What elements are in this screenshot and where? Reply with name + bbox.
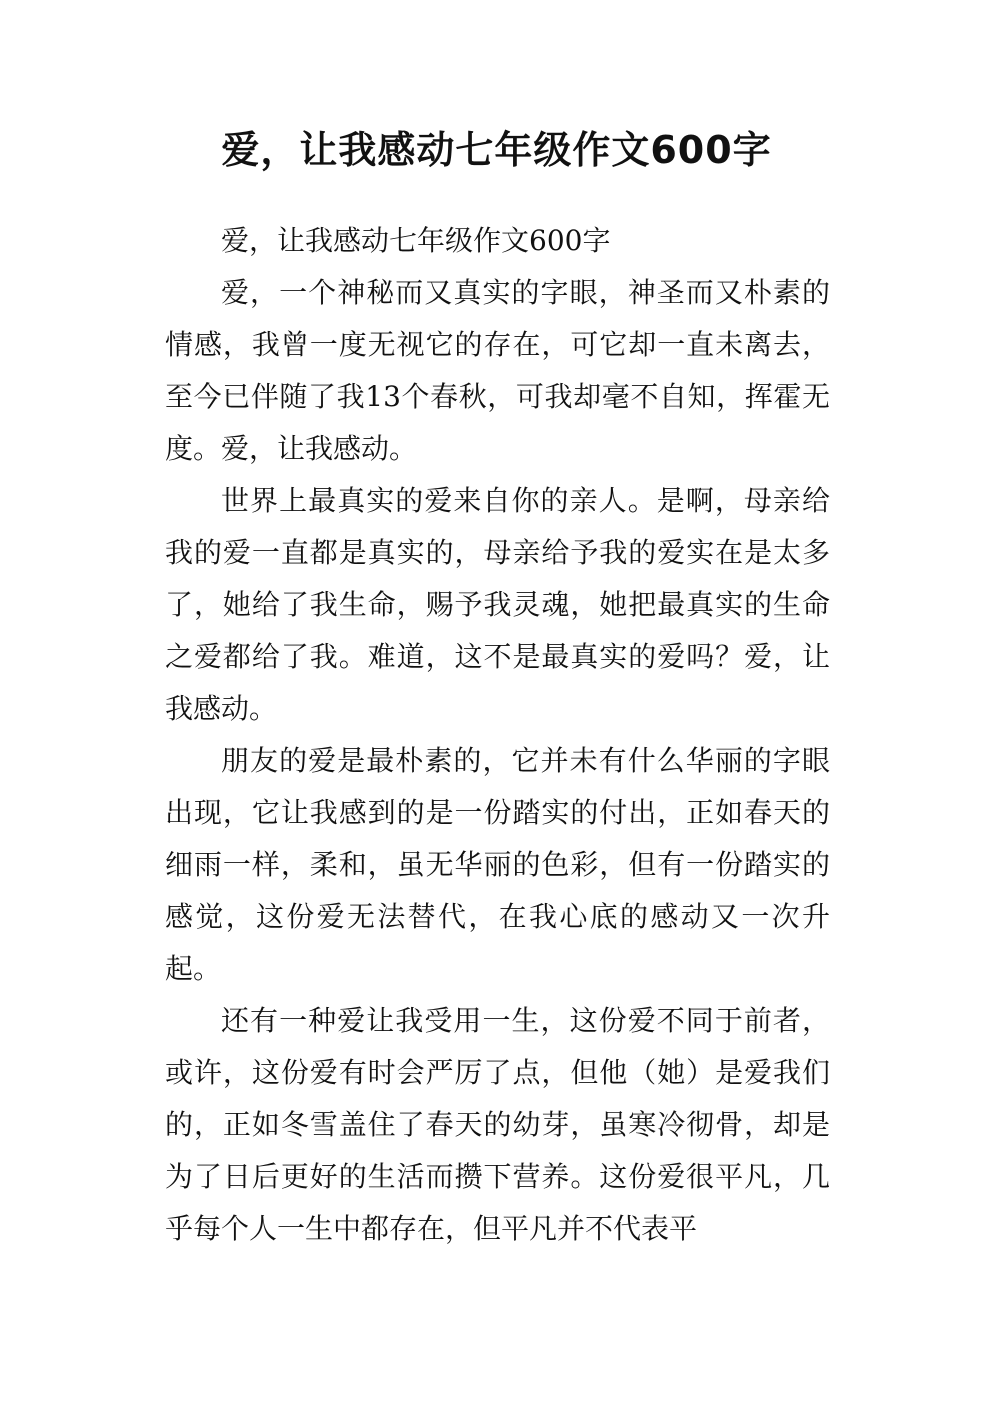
paragraph: 世界上最真实的爱来自你的亲人。是啊，母亲给我的爱一直都是真实的，母亲给予我的爱实在是太多了，她给了我生命，赐予我灵魂，她把最真实的生命之爱都给了我。难道，这不是最真实的爱吗？爱，让我感动。 xyxy=(165,484,830,725)
paragraph: 还有一种爱让我受用一生，这份爱不同于前者，或许，这份爱有时会严厉了点，但他（她）是爱我们的，正如冬雪盖住了春天的幼芽，虽寒冷彻骨，却是为了日后更好的生活而攒下营养。这份爱很平凡，几乎每个人一生中都存在，但平凡并不代表平 xyxy=(165,1004,830,1245)
paragraph: 朋友的爱是最朴素的，它并未有什么华丽的字眼出现，它让我感到的是一份踏实的付出，正如春天的细雨一样，柔和，虽无华丽的色彩，但有一份踏实的感觉，这份爱无法替代，在我心底的感动又一次升起。 xyxy=(165,744,830,985)
document-title: 爱，让我感动七年级作文600字 xyxy=(221,128,772,172)
document-body xyxy=(165,215,830,1255)
paragraph-subtitle: 爱，让我感动七年级作文600字 xyxy=(221,224,611,257)
paragraph: 爱，一个神秘而又真实的字眼，神圣而又朴素的情感，我曾一度无视它的存在，可它却一直未离去，至今已伴随了我13个春秋，可我却毫不自知，挥霍无度。爱，让我感动。 xyxy=(165,276,830,465)
